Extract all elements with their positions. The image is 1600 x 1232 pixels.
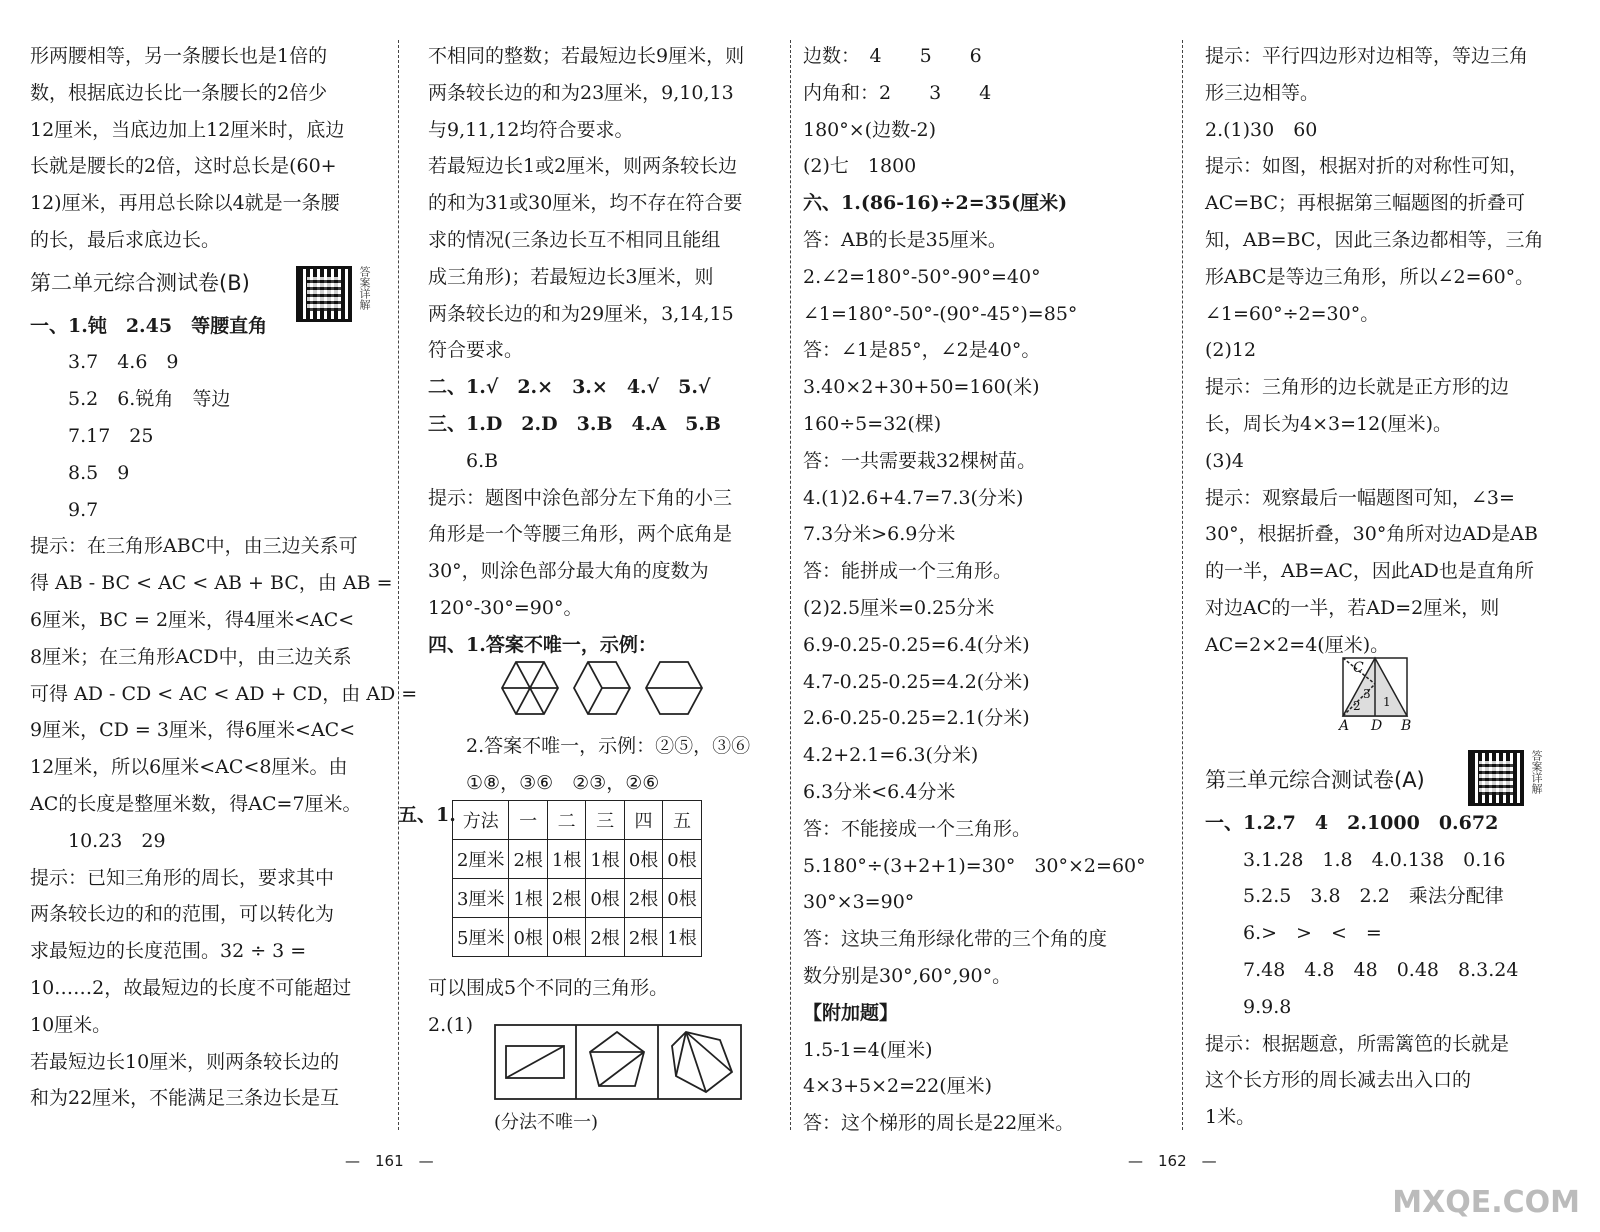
answer-line: 6.> > < = bbox=[1243, 922, 1382, 945]
answer-line: 答：这个梯形的周长是22厘米。 bbox=[803, 1112, 1075, 1135]
answer-line: 答：不能接成一个三角形。 bbox=[803, 817, 1032, 840]
qr-caption: 答案详解 bbox=[1530, 750, 1543, 794]
answer-line: 30°，则涂色部分最大角的度数为 bbox=[428, 560, 709, 583]
answer-line: 2.(1)30 60 bbox=[1205, 118, 1318, 141]
answer-line: 6.9-0.25-0.25=6.4(分米) bbox=[803, 633, 1030, 656]
table-cell: 0根 bbox=[547, 918, 585, 957]
section-title: 第三单元综合测试卷(A) bbox=[1205, 768, 1425, 792]
qr-code-icon[interactable] bbox=[296, 266, 352, 322]
column-divider bbox=[1182, 40, 1183, 1130]
answer-line: 3.7 4.6 9 bbox=[68, 351, 179, 374]
answer-line: 10……2，故最短边的长度不可能超过 bbox=[30, 976, 352, 999]
answer-line: 提示：在三角形ABC中，由三边关系可 bbox=[30, 535, 358, 558]
answer-line: 和为22厘米，不能满足三条边长是互 bbox=[30, 1087, 340, 1110]
answer-line: 8.5 9 bbox=[68, 461, 130, 484]
table-cell: 2根 bbox=[586, 918, 624, 957]
answer-line: ①⑧，③⑥ ②③，②⑥ bbox=[466, 771, 660, 794]
table-cell: 1根 bbox=[586, 840, 624, 879]
answer-line: (2)2.5厘米=0.25分米 bbox=[803, 596, 995, 619]
answer-line: 三、1.D 2.D 3.B 4.A 5.B bbox=[428, 412, 721, 435]
answer-line: 2.6-0.25-0.25=2.1(分米) bbox=[803, 707, 1030, 730]
answer-line: 提示：三角形的边长就是正方形的边 bbox=[1205, 376, 1510, 399]
heptagon-figure bbox=[672, 1032, 732, 1092]
answer-line: ∠1=60°÷2=30°。 bbox=[1205, 302, 1380, 325]
answer-line: AC=2×2=4(厘米)。 bbox=[1205, 633, 1390, 656]
figure-caption: (分法不唯一) bbox=[494, 1112, 599, 1133]
answer-line: 角形是一个等腰三角形，两个底角是 bbox=[428, 523, 733, 546]
watermark: MXQE.COM bbox=[1392, 1185, 1580, 1220]
fold-diagram bbox=[1335, 654, 1415, 734]
answer-line: 两条较长边的和的范围，可以转化为 bbox=[30, 903, 335, 926]
answer-line: 答：∠1是85°，∠2是40°。 bbox=[803, 339, 1041, 362]
answer-line: 数，根据底边长比一条腰长的2倍少 bbox=[30, 81, 328, 104]
answer-line: 10.23 29 bbox=[68, 829, 166, 852]
answer-line: 内角和：2 3 4 bbox=[803, 81, 992, 104]
answer-line: 一、1.2.7 4 2.1000 0.672 bbox=[1205, 811, 1499, 834]
answer-line: 5.2 6.锐角 等边 bbox=[68, 388, 231, 411]
answer-line: 这个长方形的周长减去出入口的 bbox=[1205, 1069, 1472, 1092]
answer-line: 12厘米，所以6厘米<AC<8厘米。由 bbox=[30, 756, 348, 779]
answer-line: 提示：如图，根据对折的对称性可知， bbox=[1205, 155, 1529, 178]
table-cell: 5厘米 bbox=[453, 918, 509, 957]
answer-line: 形三边相等。 bbox=[1205, 81, 1320, 104]
table-cell: 0根 bbox=[663, 840, 701, 879]
fig-angle-2: 2 bbox=[1353, 699, 1361, 713]
answer-line: AC的长度是整厘米数，得AC=7厘米。 bbox=[30, 792, 362, 815]
table-cell: 2根 bbox=[624, 918, 662, 957]
answer-line: 若最短边长10厘米，则两条较长边的 bbox=[30, 1050, 340, 1073]
table-cell: 3厘米 bbox=[453, 879, 509, 918]
answer-line: 求的情况(三条边长互不相同且能组 bbox=[428, 228, 721, 251]
table-header-cell: 方法 bbox=[453, 801, 509, 840]
answer-line: 9.7 bbox=[68, 498, 99, 521]
table-row bbox=[453, 918, 702, 957]
answer-line: 6.3分米<6.4分米 bbox=[803, 780, 956, 803]
answer-line: 提示：平行四边形对边相等，等边三角 bbox=[1205, 45, 1529, 67]
answer-line: 边数： 4 5 6 bbox=[803, 45, 982, 67]
answer-line: 30°×3=90° bbox=[803, 891, 915, 914]
answer-line: 180°×(边数-2) bbox=[803, 118, 937, 141]
table-header-cell: 五 bbox=[663, 801, 701, 840]
answer-line: 的和为31或30厘米，均不存在符合要 bbox=[428, 192, 743, 215]
answer-line: 知，AB=BC，因此三条边都相等，三角 bbox=[1205, 228, 1544, 251]
answer-line: 4.7-0.25-0.25=4.2(分米) bbox=[803, 670, 1030, 693]
column-divider bbox=[398, 40, 399, 1130]
table-cell: 0根 bbox=[663, 879, 701, 918]
answer-line: 7.17 25 bbox=[68, 424, 154, 447]
answer-line: 不相同的整数；若最短边长9厘米，则 bbox=[428, 45, 745, 67]
table-cell: 1根 bbox=[509, 879, 547, 918]
answer-line: 答：这块三角形绿化带的三个角的度 bbox=[803, 928, 1108, 951]
answer-line: 9.9.8 bbox=[1243, 995, 1292, 1018]
page-number-right: — 162 — bbox=[1128, 1152, 1217, 1170]
answer-line: 3.1.28 1.8 4.0.138 0.16 bbox=[1243, 848, 1506, 871]
answer-line: 10厘米。 bbox=[30, 1013, 112, 1036]
answer-line: 一、1.钝 2.45 等腰直角 bbox=[30, 314, 268, 337]
table-header-cell: 四 bbox=[624, 801, 662, 840]
answer-line: 得 AB - BC < AC < AB + BC，由 AB = bbox=[30, 572, 393, 595]
answer-line: 的长，最后求底边长。 bbox=[30, 228, 221, 251]
section-title: 第二单元综合测试卷(B) bbox=[30, 270, 250, 295]
answer-line: 两条较长边的和为29厘米，3,14,15 bbox=[428, 302, 734, 325]
table-cell: 2厘米 bbox=[453, 840, 509, 879]
table-cell: 0根 bbox=[509, 918, 547, 957]
answer-line: 二、1.√ 2.× 3.× 4.√ 5.√ bbox=[428, 376, 711, 399]
hexagon-figures bbox=[500, 658, 710, 718]
answer-line: 2.答案不唯一，示例：②⑤，③⑥ bbox=[466, 735, 751, 757]
qr-code-icon[interactable] bbox=[1468, 750, 1524, 806]
table-cell: 2根 bbox=[624, 879, 662, 918]
answer-line: 2.∠2=180°-50°-90°=40° bbox=[803, 265, 1041, 288]
answer-line: 120°-30°=90°。 bbox=[428, 596, 583, 619]
table-cell: 0根 bbox=[586, 879, 624, 918]
answer-line: 答：AB的长是35厘米。 bbox=[803, 228, 1007, 251]
answer-line: 7.3分米>6.9分米 bbox=[803, 523, 956, 546]
stick-count-table bbox=[452, 800, 702, 957]
answer-line: 提示：根据题意，所需篱笆的长就是 bbox=[1205, 1032, 1510, 1055]
answer-line: 9厘米，CD = 3厘米，得6厘米<AC< bbox=[30, 719, 356, 742]
answer-line: 4×3+5×2=22(厘米) bbox=[803, 1075, 993, 1098]
table-cell: 1根 bbox=[547, 840, 585, 879]
answer-line: 长，周长为4×3=12(厘米)。 bbox=[1205, 412, 1453, 435]
answer-line: 提示：题图中涂色部分左下角的小三 bbox=[428, 486, 733, 509]
answer-column-1 bbox=[30, 38, 418, 1117]
answer-line: 6厘米，BC = 2厘米，得4厘米<AC< bbox=[30, 608, 355, 631]
fig-angle-1: 1 bbox=[1383, 695, 1391, 709]
answer-line: 求最短边的长度范围。32 ÷ 3 = bbox=[30, 940, 307, 963]
answer-line: 5.180°÷(3+2+1)=30° 30°×2=60° bbox=[803, 854, 1146, 877]
answer-line: 可以围成5个不同的三角形。 bbox=[428, 977, 669, 999]
answer-line: 答：能拼成一个三角形。 bbox=[803, 560, 1013, 583]
answer-column-4b bbox=[1205, 756, 1555, 1136]
answer-line: 4.2+2.1=6.3(分米) bbox=[803, 744, 979, 767]
section-5-label: 五、1. bbox=[398, 804, 456, 826]
answer-line: (2)七 1800 bbox=[803, 155, 917, 178]
answer-column-3 bbox=[803, 38, 1173, 1142]
table-header-cell: 二 bbox=[547, 801, 585, 840]
answer-line: 形ABC是等边三角形，所以∠2=60°。 bbox=[1205, 265, 1535, 288]
answer-line: (2)12 bbox=[1205, 339, 1257, 362]
fig-label-c: C bbox=[1353, 660, 1364, 676]
answer-line: 4.(1)2.6+4.7=7.3(分米) bbox=[803, 486, 1024, 509]
table-row bbox=[453, 840, 702, 879]
answer-line: 形两腰相等，另一条腰长也是1倍的 bbox=[30, 45, 328, 67]
table-header-cell: 三 bbox=[586, 801, 624, 840]
qr-caption: 答案详解 bbox=[358, 266, 371, 310]
answer-line: 与9,11,12均符合要求。 bbox=[428, 118, 634, 141]
answer-line: 两条较长边的和为23厘米，9,10,13 bbox=[428, 81, 734, 104]
answer-line: 2.(1) bbox=[428, 1013, 474, 1036]
answer-line: 【附加题】 bbox=[803, 1001, 899, 1024]
answer-line: 的一半，AB=AC，因此AD也是直角所 bbox=[1205, 560, 1534, 583]
answer-line: 长就是腰长的2倍，这时总长是(60+ bbox=[30, 155, 337, 178]
answer-line: ∠1=180°-50°-(90°-45°)=85° bbox=[803, 302, 1078, 325]
answer-line: 3.40×2+30+50=160(米) bbox=[803, 376, 1040, 399]
fig-label-d: D bbox=[1371, 718, 1383, 734]
answer-line: 160÷5=32(棵) bbox=[803, 412, 942, 435]
answer-line: 12)厘米，再用总长除以4就是一条腰 bbox=[30, 192, 340, 215]
answer-line: 答：一共需要栽32棵树苗。 bbox=[803, 449, 1037, 472]
table-cell: 2根 bbox=[547, 879, 585, 918]
answer-line: 四、1.答案不唯一，示例： bbox=[428, 633, 657, 656]
answer-line: 六、1.(86-16)÷2=35(厘米) bbox=[803, 192, 1068, 215]
table-header-cell: 一 bbox=[509, 801, 547, 840]
answer-column-2 bbox=[428, 38, 778, 664]
answer-line: 成三角形)；若最短边长3厘米，则 bbox=[428, 265, 714, 288]
answer-line: 6.B bbox=[466, 449, 499, 472]
answer-line: 提示：观察最后一幅题图可知，∠3= bbox=[1205, 486, 1515, 509]
fig-label-a: A bbox=[1339, 718, 1350, 734]
answer-line: 1米。 bbox=[1205, 1106, 1256, 1129]
answer-line: 8厘米；在三角形ACD中，由三边关系 bbox=[30, 645, 352, 668]
answer-line: 7.48 4.8 48 0.48 8.3.24 bbox=[1243, 958, 1519, 981]
page-number-left: — 161 — bbox=[345, 1152, 434, 1170]
answer-line: 数分别是30°,60°,90°。 bbox=[803, 964, 1012, 987]
fig-label-b: B bbox=[1401, 718, 1412, 734]
fig-angle-3: 3 bbox=[1363, 687, 1371, 701]
table-cell: 0根 bbox=[624, 840, 662, 879]
answer-line: 提示：已知三角形的周长，要求其中 bbox=[30, 866, 335, 889]
table-cell: 2根 bbox=[509, 840, 547, 879]
division-figures bbox=[494, 1024, 742, 1100]
answer-line: 可得 AD - CD < AC < AD + CD，由 AD = bbox=[30, 682, 418, 705]
answer-line: 12厘米，当底边加上12厘米时，底边 bbox=[30, 118, 345, 141]
answer-line: 若最短边长1或2厘米，则两条较长边 bbox=[428, 155, 738, 178]
answer-line: 5.2.5 3.8 2.2 乘法分配律 bbox=[1243, 885, 1504, 908]
answer-line: (3)4 bbox=[1205, 449, 1245, 472]
answer-column-2b bbox=[428, 728, 778, 802]
answer-line: 对边AC的一半，若AD=2厘米，则 bbox=[1205, 596, 1500, 619]
answer-line: 1.5-1=4(厘米) bbox=[803, 1038, 933, 1061]
answer-line: AC=BC；再根据第三幅题图的折叠可 bbox=[1205, 192, 1526, 215]
table-cell: 1根 bbox=[663, 918, 701, 957]
table-row bbox=[453, 879, 702, 918]
column-divider bbox=[790, 40, 791, 1130]
answer-line: 符合要求。 bbox=[428, 339, 524, 362]
answer-column-4 bbox=[1205, 38, 1555, 664]
answer-line: 30°，根据折叠，30°角所对边AD是AB bbox=[1205, 523, 1538, 546]
